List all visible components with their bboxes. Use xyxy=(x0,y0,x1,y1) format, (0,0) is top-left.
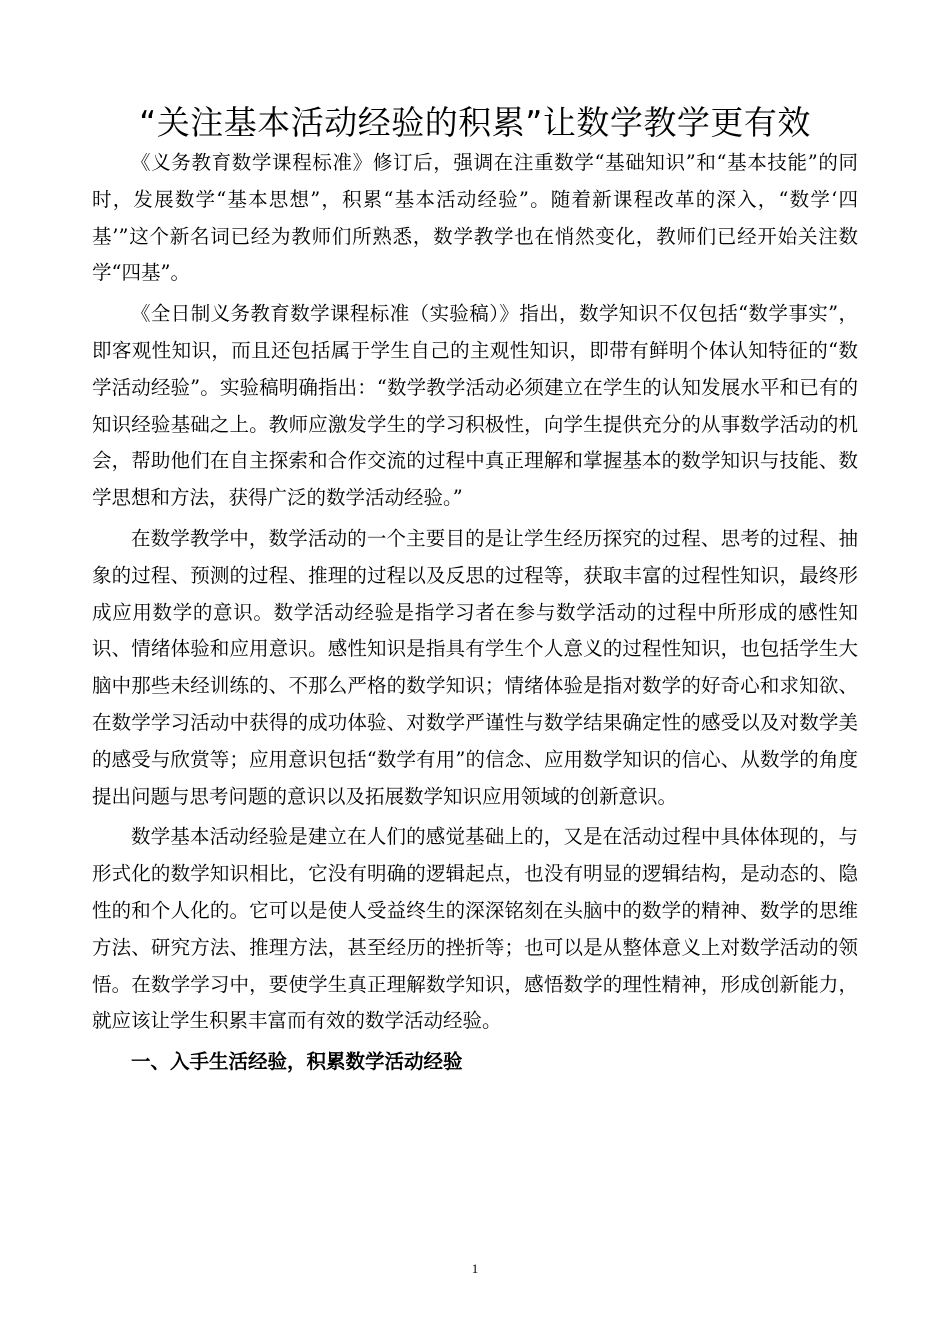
paragraph-1: 《义务教育数学课程标准》修订后，强调在注重数学“基础知识”和“基本技能”的同时，发展数学“基本思想”，积累“基本活动经验”。随着新课程改革的深入，“数学‘四基’”这个新名词已经为教师们所熟悉，数学教学也在悄然变化，教师们已经开始关注数学“四基”。 xyxy=(92,151,858,285)
document-title: “关注基本活动经验的积累”让数学教学更有效 xyxy=(139,103,811,142)
paragraph-4: 数学基本活动经验是建立在人们的感觉基础上的，又是在活动过程中具体体现的，与形式化的数学知识相比，它没有明确的逻辑起点，也没有明显的逻辑结构，是动态的、隐性的和个人化的。它可以是使人受益终生的深深铭刻在头脑中的数学的精神、数学的思维方法、研究方法、推理方法，甚至经历的挫折等；也可以是从整体意义上对数学活动的领悟。在数学学习中，要使学生真正理解数学知识，感悟数学的理性精神，形成创新能力，就应该让学生积累丰富而有效的数学活动经验。 xyxy=(92,825,858,1033)
paragraph-3: 在数学教学中，数学活动的一个主要目的是让学生经历探究的过程、思考的过程、抽象的过程、预测的过程、推理的过程以及反思的过程等，获取丰富的过程性知识，最终形成应用数学的意识。数学活动经验是指学习者在参与数学活动的过程中所形成的感性知识、情绪体验和应用意识。感性知识是指具有学生个人意义的过程性知识，也包括学生大脑中那些未经训练的、不那么严格的数学知识；情绪体验是指对数学的好奇心和求知欲、在数学学习活动中获得的成功体验、对数学严谨性与数学结果确定性的感受以及对数学美的感受与欣赏等；应用意识包括“数学有用”的信念、应用数学知识的信心、从数学的角度提出问题与思考问题的意识以及拓展数学知识应用领域的创新意识。 xyxy=(92,526,858,808)
section-heading: 一、入手生活经验，积累数学活动经验 xyxy=(131,1050,463,1074)
paragraph-2: 《全日制义务教育数学课程标准（实验稿）》指出，数学知识不仅包括“数学事实”，即客观性知识，而且还包括属于学生自己的主观性知识，即带有鲜明个体认知特征的“数学活动经验”。实验稿明确指出：“数学教学活动必须建立在学生的认知发展水平和已有的知识经验基础之上。教师应激发学生的学习积极性，向学生提供充分的从事数学活动的机会，帮助他们在自主探索和合作交流的过程中真正理解和掌握基本的数学知识与技能、数学思想和方法，获得广泛的数学活动经验。” xyxy=(92,302,858,510)
document-body xyxy=(92,145,858,1081)
page-number: 1 xyxy=(471,1261,479,1276)
